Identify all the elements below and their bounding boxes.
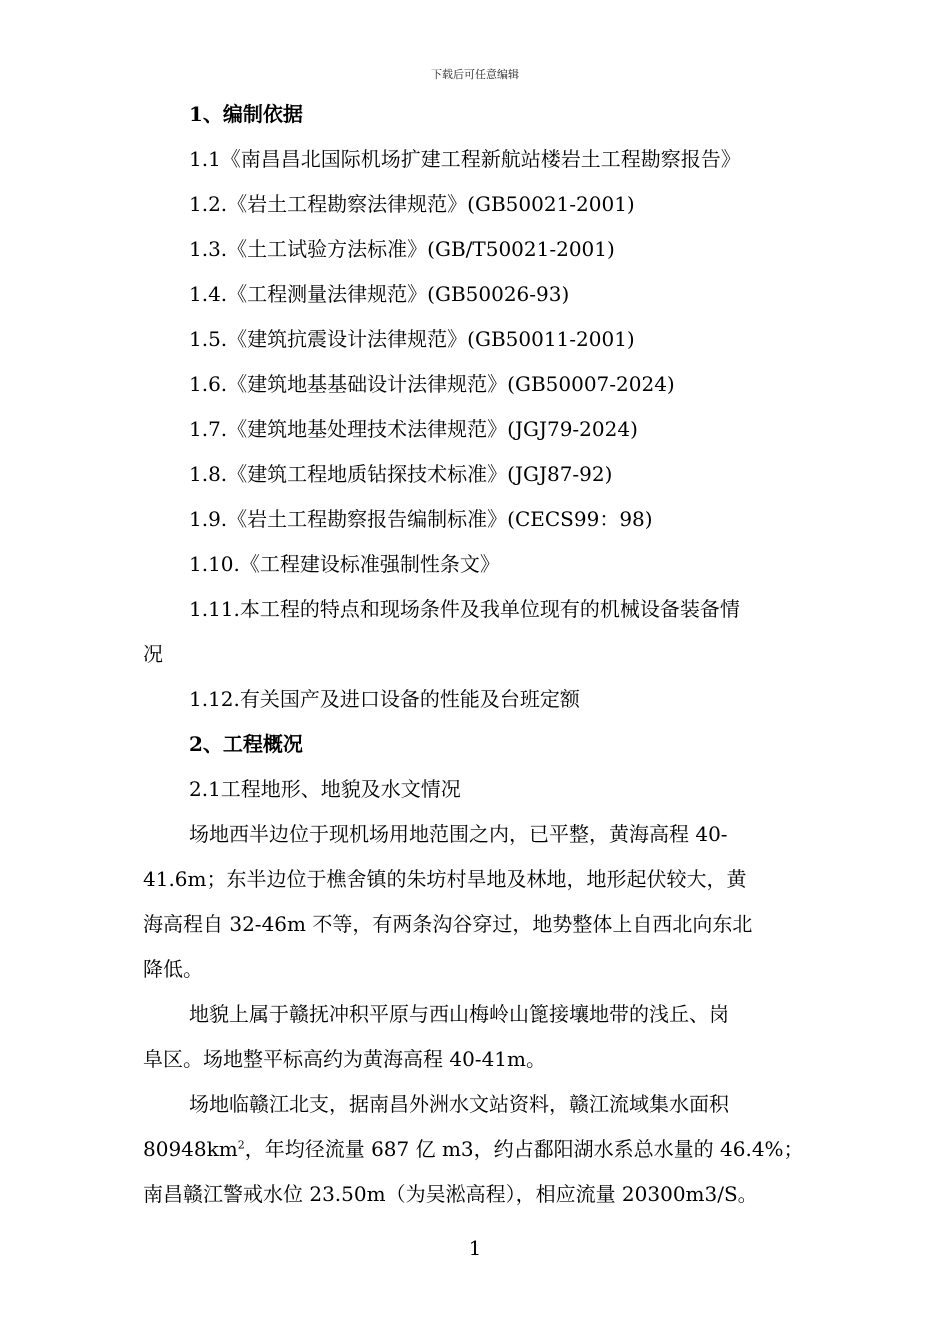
area-value: 80948km [143,1137,238,1161]
paragraph-line: 1.4.《工程测量法律规范》(GB50026-93) [189,282,570,306]
warning-level-line: 南昌赣江警戒水位 23.50m（为吴淞高程），相应流量 20300m3/S。 [143,1182,758,1206]
page-header: 下载后可任意编辑 [431,68,519,81]
area-unit-superscript: 2 [237,1138,245,1152]
paragraph-line: 场地临赣江北支，据南昌外洲水文站资料，赣江流域集水面积 [189,1092,729,1116]
paragraph-line: 1.11.本工程的特点和现场条件及我单位现有的机械设备装备情 [189,597,740,621]
paragraph-line: 41.6m；东半边位于樵舍镇的朱坊村旱地及林地，地形起伏较大，黄 [143,867,747,891]
paragraph-line: 1.2.《岩土工程勘察法律规范》(GB50021-2001) [189,192,635,216]
paragraph-line: 1.8.《建筑工程地质钻探技术标准》(JGJ87-92) [189,462,613,486]
paragraph-line: 1.10.《工程建设标准强制性条文》 [189,552,500,576]
area-line [143,1127,813,1172]
runoff-text: ，年均径流量 687 亿 m3，约占鄱阳湖水系总水量的 46.4%； [244,1137,804,1161]
page-number: 1 [468,1236,482,1260]
paragraph-line: 地貌上属于赣抚冲积平原与西山梅岭山篦接壤地带的浅丘、岗 [189,1002,729,1026]
section-heading: 2、工程概况 [189,732,303,756]
paragraph-line: 海高程自 32-46m 不等，有两条沟谷穿过，地势整体上自西北向东北 [143,912,753,936]
paragraph-line: 阜区。场地整平标高约为黄海高程 40-41m。 [143,1047,546,1071]
paragraph-line: 1.3.《土工试验方法标准》(GB/T50021-2001) [189,237,615,261]
text-lines [143,92,813,1127]
paragraph-line: 场地西半边位于现机场用地范围之内，已平整，黄海高程 40- [189,822,728,846]
section-heading: 1、编制依据 [189,102,303,126]
paragraph-line: 1.1《南昌昌北国际机场扩建工程新航站楼岩土工程勘察报告》 [189,147,741,171]
paragraph-line: 1.9.《岩土工程勘察报告编制标准》(CECS99：98) [189,507,653,531]
paragraph-line: 降低。 [143,957,203,981]
document-body [143,92,813,1217]
paragraph-line: 1.5.《建筑抗震设计法律规范》(GB50011-2001) [189,327,635,351]
paragraph-line: 1.7.《建筑地基处理技术法律规范》(JGJ79-2024) [189,417,638,441]
paragraph-line: 1.6.《建筑地基基础设计法律规范》(GB50007-2024) [189,372,675,396]
paragraph-line: 1.12.有关国产及进口设备的性能及台班定额 [189,687,580,711]
paragraph-line: 2.1工程地形、地貌及水文情况 [189,777,461,801]
paragraph-line: 况 [143,642,163,666]
